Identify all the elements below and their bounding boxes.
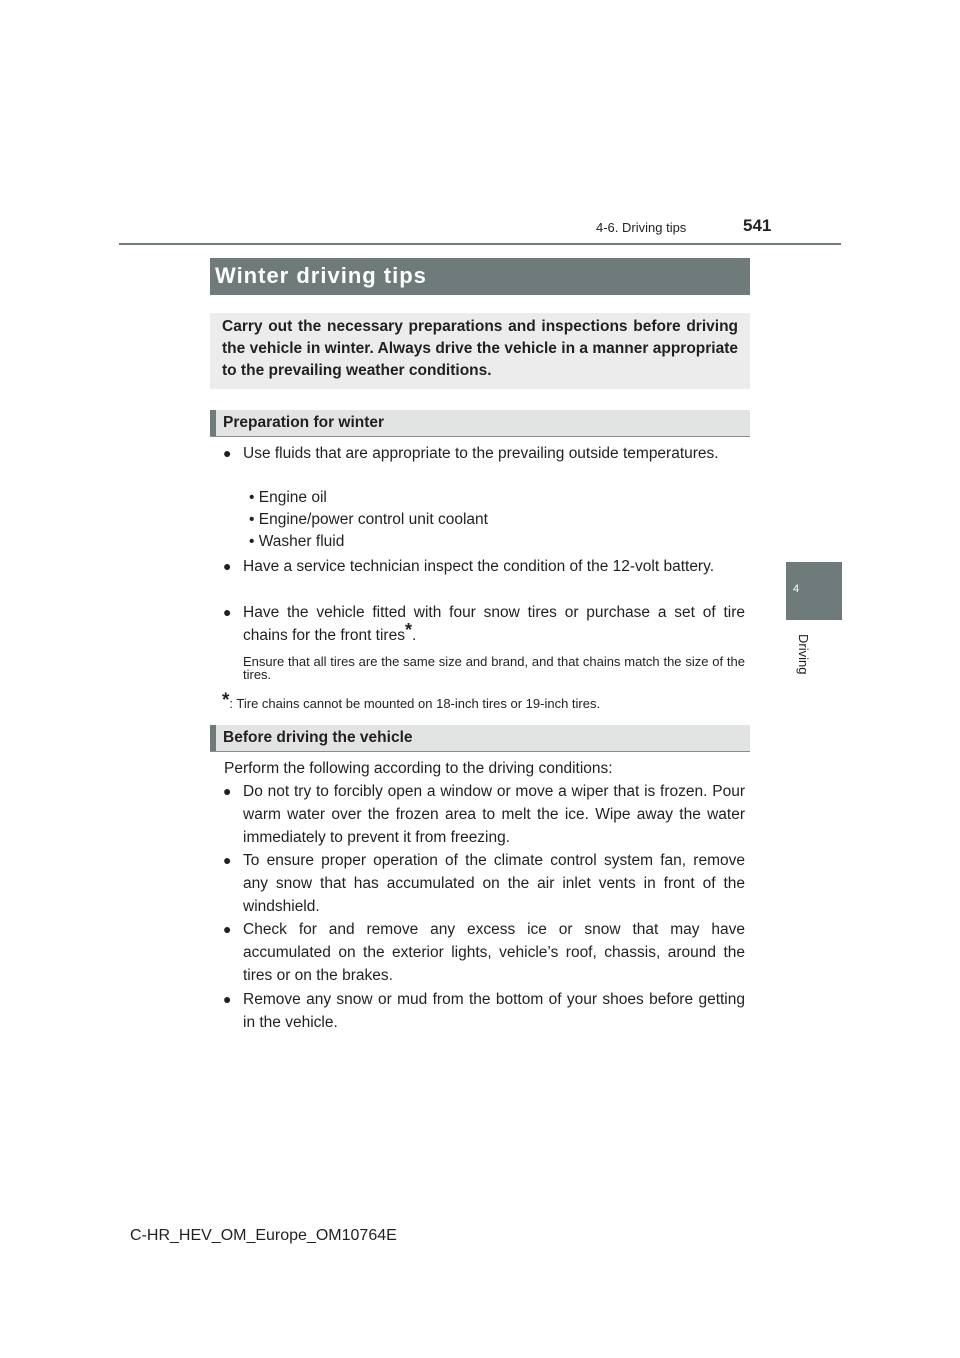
bullet-icon: ● — [223, 783, 232, 799]
note-text: Ensure that all tires are the same size and brand, and that chains match the size of the tires. — [243, 654, 745, 682]
list-item-text-main: Have the vehicle fitted with four snow tires or purchase a set of tire chains for the front tires — [243, 604, 745, 644]
page-title: Winter driving tips — [215, 263, 427, 288]
footnote-marker: * — [222, 690, 230, 711]
bullet-icon: ● — [223, 991, 232, 1007]
list-item — [223, 988, 745, 1034]
bullet-icon: ● — [223, 921, 232, 937]
sub-bullet-icon: • — [249, 533, 255, 550]
sub-list-item — [249, 487, 327, 509]
bullet-icon: ● — [223, 558, 232, 574]
bullet-icon: ● — [223, 604, 232, 620]
section-heading-preparation — [210, 410, 750, 437]
list-item — [223, 442, 745, 465]
list-item — [223, 849, 745, 918]
section-heading-before-driving — [210, 725, 750, 752]
list-item — [223, 780, 745, 849]
sub-bullet-icon: • — [249, 511, 255, 528]
list-item — [223, 555, 745, 578]
page-number: 541 — [743, 216, 772, 235]
bullet-icon: ● — [223, 445, 232, 461]
lead-paragraph: Perform the following according to the driving conditions: — [224, 760, 613, 777]
intro-text: Carry out the necessary preparations and inspections before driving the vehicle in winter. Always drive the vehicle in a manner appropriate to the prevailing weather conditions. — [222, 318, 738, 379]
list-item-text: Have a service technician inspect the condition of the 12-volt battery. — [243, 558, 715, 575]
list-item-text: To ensure proper operation of the climate control system fan, remove any snow that has accumulated on the air inlet vents in front of the windshield. — [243, 852, 745, 915]
chapter-label: Driving — [796, 634, 811, 675]
chapter-number: 4 — [792, 583, 800, 595]
section-heading-label: Before driving the vehicle — [223, 729, 413, 746]
list-item-text: Check for and remove any excess ice or snow that may have accumulated on the exterior lights, vehicle’s roof, chassis, around the tires or on the brakes. — [243, 921, 745, 984]
sub-list-item-text: Engine oil — [258, 489, 327, 506]
intro-box — [210, 313, 750, 389]
document-code: C-HR_HEV_OM_Europe_OM10764E — [130, 1227, 397, 1244]
footnote — [222, 690, 600, 712]
sub-list-item-text: Washer fluid — [258, 533, 345, 550]
list-item — [223, 601, 745, 647]
footnote-marker: * — [404, 620, 412, 640]
section-title: 4-6. Driving tips — [596, 220, 687, 235]
sub-list-item — [249, 509, 488, 531]
sub-list-item-text: Engine/power control unit coolant — [258, 511, 488, 528]
header-divider — [119, 243, 841, 245]
sub-bullet-icon: • — [249, 489, 255, 506]
list-item — [223, 918, 745, 987]
list-item-text: Do not try to forcibly open a window or move a wiper that is frozen. Pour warm water over the frozen area to melt the ice. Wipe away the water immediately to prevent it from freezing. — [243, 783, 745, 846]
list-item-text — [243, 601, 745, 647]
bullet-icon: ● — [223, 852, 232, 868]
list-item-text: Remove any snow or mud from the bottom of your shoes before getting in the vehicle. — [243, 991, 745, 1031]
list-item-text: Use fluids that are appropriate to the prevailing outside temperatures. — [243, 445, 719, 462]
list-item-text-end: . — [411, 627, 417, 644]
page-title-bar — [210, 258, 750, 295]
sub-list-item — [249, 531, 344, 553]
section-heading-label: Preparation for winter — [223, 414, 385, 431]
footnote-text: : Tire chains cannot be mounted on 18-inch tires or 19-inch tires. — [229, 696, 601, 711]
